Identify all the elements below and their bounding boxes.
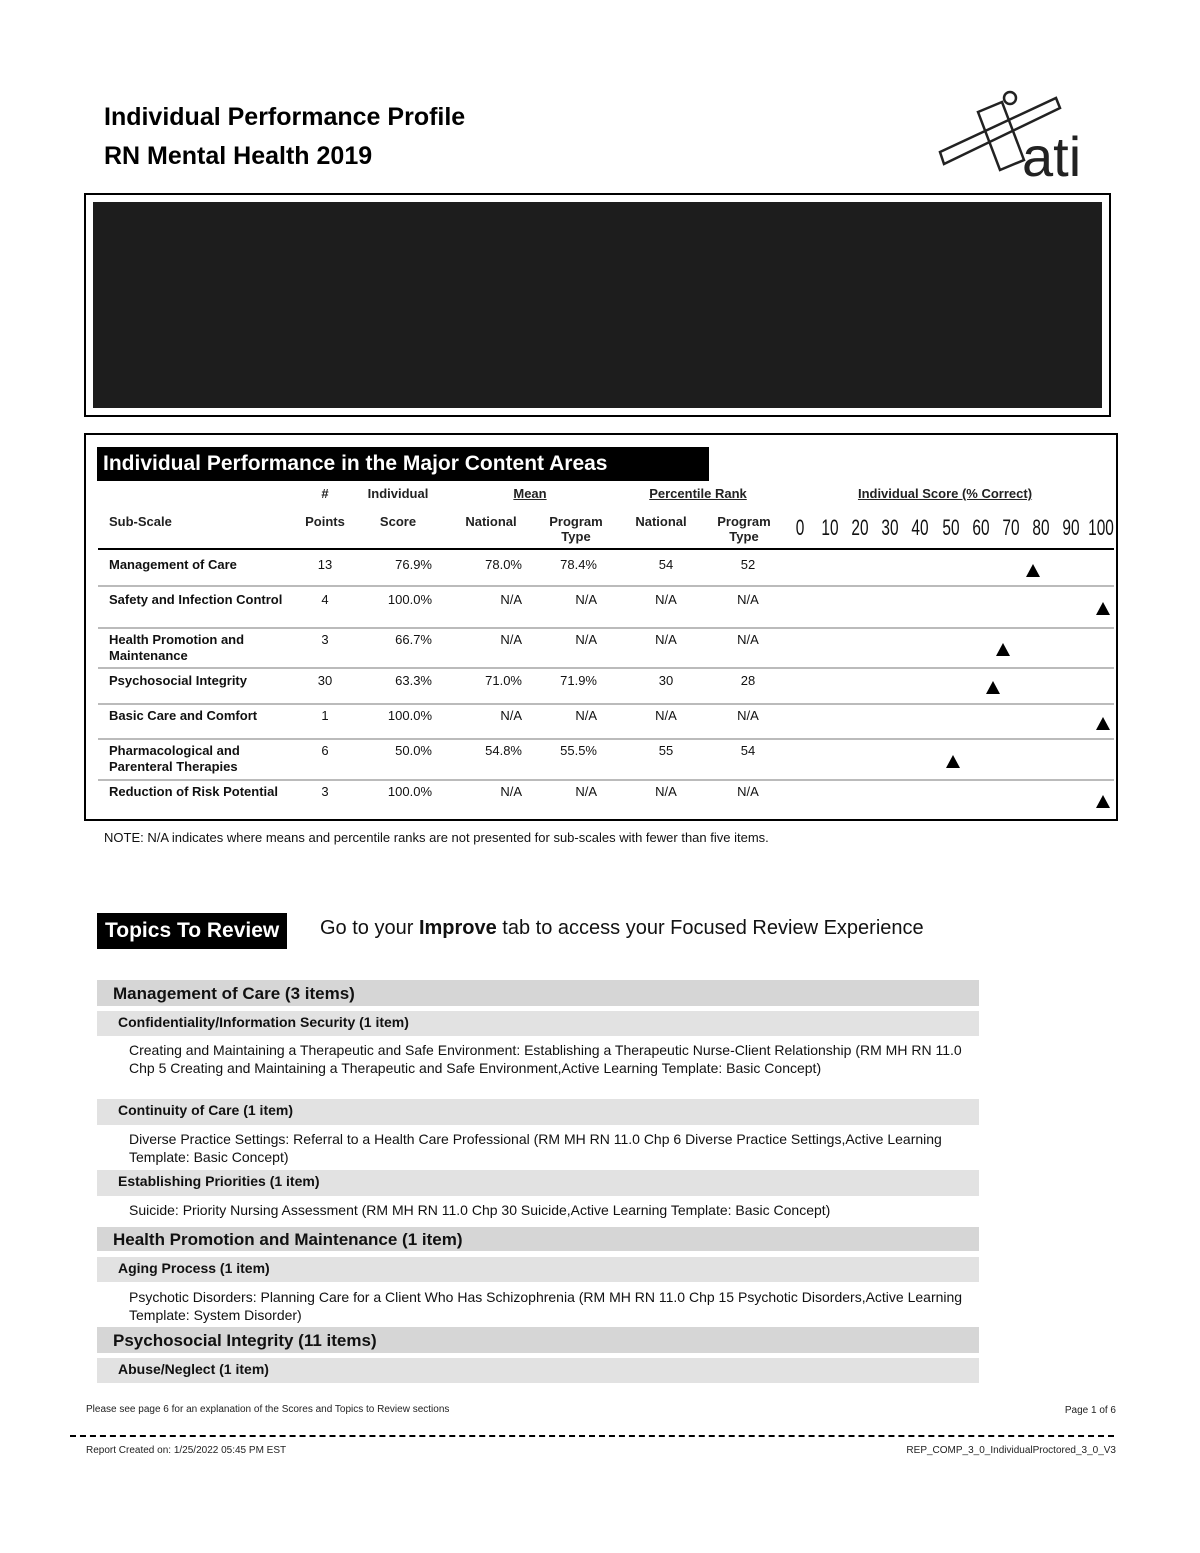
cell-points: 3 (321, 632, 329, 647)
topic-subcategory: Aging Process (1 item) (97, 1257, 979, 1282)
cell-mean-national: 71.0% (485, 673, 522, 688)
rank-program-header: Program Type (717, 514, 771, 544)
score-marker (946, 755, 960, 768)
chart-tick: 70 (1002, 515, 1020, 540)
subscale-name: Reduction of Risk Potential (109, 784, 279, 799)
cell-rank-national: N/A (655, 784, 677, 799)
score-header-top: Individual (367, 486, 429, 501)
row-divider (98, 779, 1114, 781)
points-header: Points (305, 514, 345, 529)
subscale-name: Safety and Infection Control (109, 592, 283, 607)
chart-tick: 10 (821, 515, 839, 540)
score-marker (1096, 717, 1110, 730)
topic-subcategory: Establishing Priorities (1 item) (97, 1170, 979, 1196)
topic-subcategory: Abuse/Neglect (1 item) (97, 1358, 979, 1383)
topic-item: Creating and Maintaining a Therapeutic and Safe Environment: Establishing a Therapeutic Nurse-Client Relationship (RM MH RN 11.0 Chp 5 Creating and Maintaining a Therapeutic and Safe Environment,Active Learning Template: Basic Concept) (129, 1042, 962, 1076)
footer-divider (70, 1435, 1114, 1437)
chart-tick: 40 (911, 515, 929, 540)
cell-points: 1 (321, 708, 329, 723)
score-marker (996, 643, 1010, 656)
chart-tick: 0 (795, 515, 805, 540)
cell-points: 30 (317, 673, 333, 688)
footer-note: Please see page 6 for an explanation of the Scores and Topics to Review sections (86, 1404, 450, 1415)
cell-score: 100.0% (387, 784, 432, 799)
row-divider (98, 585, 1114, 587)
report-code: REP_COMP_3_0_IndividualProctored_3_0_V3 (906, 1445, 1116, 1456)
subscale-name: Health Promotion and Maintenance (109, 632, 245, 663)
mean-header: Mean (513, 486, 547, 501)
subscale-name: Basic Care and Comfort (109, 708, 258, 723)
cell-mean-program: N/A (575, 632, 597, 647)
mean-national-header: National (465, 514, 517, 529)
ati-logo-text: ati (1022, 125, 1082, 182)
chart-tick: 30 (881, 515, 899, 540)
cell-mean-program: N/A (575, 708, 597, 723)
subscale-name: Management of Care (109, 557, 237, 572)
subscale-header: Sub-Scale (109, 514, 172, 529)
row-divider (98, 738, 1114, 740)
ati-logo (938, 86, 1108, 182)
score-marker (986, 681, 1000, 694)
cell-rank-program: N/A (737, 632, 759, 647)
cell-rank-program: 28 (740, 673, 756, 688)
cell-mean-program: N/A (575, 784, 597, 799)
na-note: NOTE: N/A indicates where means and percentile ranks are not presented for sub-scales with fewer than five items. (104, 830, 769, 845)
cell-mean-program: 55.5% (560, 743, 597, 758)
chart-tick: 60 (972, 515, 990, 540)
report-title: Individual Performance Profile (104, 103, 466, 131)
performance-banner: Individual Performance in the Major Content Areas (97, 447, 709, 481)
topic-item: Suicide: Priority Nursing Assessment (RM MH RN 11.0 Chp 30 Suicide,Active Learning Template: Basic Concept) (129, 1202, 831, 1218)
goto-improve: Go to your Improve tab to access your Focused Review Experience (320, 917, 924, 939)
cell-mean-national: N/A (500, 592, 522, 607)
cell-mean-national: 54.8% (485, 743, 522, 758)
topic-subcategory: Confidentiality/Information Security (1 item) (97, 1011, 979, 1036)
points-header-top: # (321, 486, 329, 501)
page-number: Page 1 of 6 (1064, 1405, 1116, 1416)
cell-rank-program: 52 (740, 557, 756, 572)
topic-item: Diverse Practice Settings: Referral to a Health Care Professional (RM MH RN 11.0 Chp 6 Diverse Practice Settings,Active Learning Template: Basic Concept) (129, 1131, 942, 1165)
cell-mean-national: 78.0% (485, 557, 522, 572)
cell-score: 63.3% (395, 673, 432, 688)
cell-points: 4 (321, 592, 329, 607)
cell-mean-program: 71.9% (560, 673, 597, 688)
cell-rank-program: 54 (740, 743, 756, 758)
report-created: Report Created on: 1/25/2022 05:45 PM EST (86, 1445, 287, 1456)
row-divider (98, 627, 1114, 629)
topic-category: Management of Care (3 items) (97, 980, 979, 1006)
cell-score: 100.0% (387, 708, 432, 723)
topics-label: Topics To Review (97, 913, 287, 949)
score-marker (1026, 564, 1040, 577)
cell-points: 13 (317, 557, 333, 572)
chart-tick: 90 (1062, 515, 1080, 540)
topic-item: Psychotic Disorders: Planning Care for a Client Who Has Schizophrenia (RM MH RN 11.0 Chp 15 Psychotic Disorders,Active Learning Template: System Disorder) (129, 1289, 963, 1323)
topic-subcategory: Continuity of Care (1 item) (97, 1099, 979, 1125)
topic-category: Psychosocial Integrity (11 items) (97, 1327, 979, 1353)
chart-tick: 100 (1088, 515, 1114, 540)
rank-header: Percentile Rank (649, 486, 747, 501)
cell-rank-national: 30 (658, 673, 674, 688)
chart-tick: 20 (851, 515, 869, 540)
score-marker (1096, 795, 1110, 808)
cell-rank-national: N/A (655, 708, 677, 723)
chart-header: Individual Score (% Correct) (857, 486, 1033, 501)
cell-points: 3 (321, 784, 329, 799)
cell-rank-program: N/A (737, 708, 759, 723)
cell-rank-program: N/A (737, 784, 759, 799)
improve-tab-name: Improve (418, 917, 497, 939)
cell-rank-national: 55 (658, 743, 674, 758)
cell-rank-program: N/A (737, 592, 759, 607)
ati-logo-graphic (938, 86, 1108, 182)
subscale-name: Psychosocial Integrity (109, 673, 247, 688)
score-header: Score (379, 514, 417, 529)
chart-tick: 80 (1032, 515, 1050, 540)
cell-mean-program: N/A (575, 592, 597, 607)
cell-mean-national: N/A (500, 708, 522, 723)
rank-national-header: National (635, 514, 687, 529)
report-subtitle: RN Mental Health 2019 (104, 142, 373, 170)
topic-category: Health Promotion and Maintenance (1 item) (97, 1227, 979, 1251)
cell-rank-national: N/A (655, 592, 677, 607)
cell-rank-national: N/A (655, 632, 677, 647)
cell-mean-national: N/A (500, 632, 522, 647)
cell-rank-national: 54 (658, 557, 674, 572)
subscale-name: Pharmacological and Parenteral Therapies (109, 743, 240, 774)
row-divider (98, 703, 1114, 705)
cell-score: 66.7% (395, 632, 432, 647)
cell-score: 100.0% (387, 592, 432, 607)
cell-score: 76.9% (395, 557, 432, 572)
redacted-student-info (84, 193, 1111, 417)
cell-mean-program: 78.4% (560, 557, 597, 572)
mean-program-header: Program Type (549, 514, 603, 544)
score-marker (1096, 602, 1110, 615)
row-divider (98, 667, 1114, 669)
cell-mean-national: N/A (500, 784, 522, 799)
chart-tick: 50 (941, 515, 960, 540)
cell-points: 6 (321, 743, 329, 758)
cell-score: 50.0% (395, 743, 432, 758)
